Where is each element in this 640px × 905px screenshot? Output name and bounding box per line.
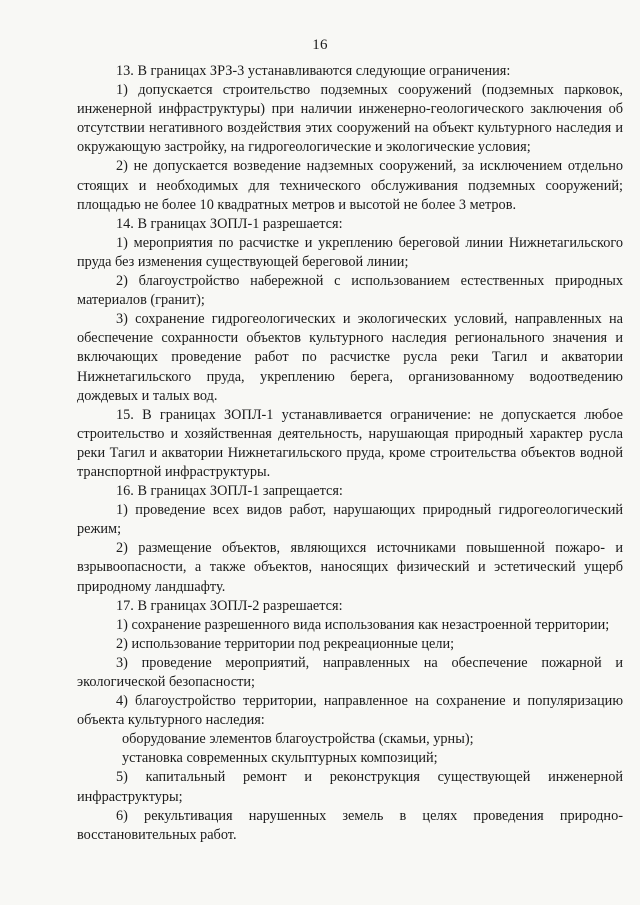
paragraph-13-item-2: 2) не допускается возведение надземных сооружений, за исключением отдельно стоящих и необходимых для технического обслуживания подземных сооружений; площадью не более 10 квадратных метров и высотой не более 3 метров.: [77, 158, 623, 213]
paragraph-14-item-2: 2) благоустройство набережной с использованием естественных природных материалов (гранит);: [77, 273, 623, 309]
paragraph-17-heading: 17. В границах ЗОПЛ-2 разрешается:: [116, 597, 343, 614]
paragraph-14-item-3: 3) сохранение гидрогеологических и экологических условий, направленных на обеспечение сохранности объектов культурного наследия регионального значения и включающих проведение работ по расчистке русла реки Тагил и акватории Нижнетагильского пруда, укреплению берега, организованному водоотведению дождевых и талых вод.: [77, 311, 623, 404]
paragraph-14-heading: 14. В границах ЗОПЛ-1 разрешается:: [116, 215, 343, 232]
paragraph-17-item-4: 4) благоустройство территории, направленное на сохранение и популяризацию объекта культурного наследия:: [77, 693, 623, 729]
paragraph-17-item-2: 2) использование территории под рекреационные цели;: [116, 635, 455, 652]
paragraph-17-item-4-sub-1: оборудование элементов благоустройства (скамьи, урны);: [122, 731, 474, 748]
document-body: [77, 62, 623, 845]
paragraph-17-item-5: 5) капитальный ремонт и реконструкция существующей инженерной инфраструктуры;: [77, 769, 623, 805]
paragraph-13-item-1: 1) допускается строительство подземных сооружений (подземных парковок, инженерной инфраструктуры) при наличии инженерно-геологического заключения об отсутствии негативного воздействия этих сооружений на объект культурного наследия и окружающую застройку, на гидрогеологические и экологические условия;: [77, 82, 623, 156]
paragraph-17-item-4-sub-2: установка современных скульптурных композиций;: [122, 750, 438, 767]
paragraph-15: 15. В границах ЗОПЛ-1 устанавливается ограничение: не допускается любое строительство и хозяйственная деятельность, нарушающая природный характер русла реки Тагил и акватории Нижнетагильского пруда, кроме строительства объектов водной транспортной инфраструктуры.: [77, 406, 623, 480]
paragraph-17-item-3: 3) проведение мероприятий, направленных на обеспечение пожарной и экологической безопасности;: [77, 654, 623, 690]
paragraph-13-heading: 13. В границах ЗРЗ-3 устанавливаются следующие ограничения:: [116, 63, 511, 79]
paragraph-17-item-6: 6) рекультивация нарушенных земель в целях проведения природно-восстановительных работ.: [77, 807, 623, 843]
paragraph-16-item-2: 2) размещение объектов, являющихся источниками повышенной пожаро- и взрывоопасности, а также объектов, наносящих физический и эстетический ущерб природному ландшафту.: [77, 540, 623, 595]
paragraph-14-item-1: 1) мероприятия по расчистке и укреплению береговой линии Нижнетагильского пруда без изменения существующей береговой линии;: [77, 234, 623, 270]
paragraph-16-heading: 16. В границах ЗОПЛ-1 запрещается:: [116, 483, 343, 500]
paragraph-16-item-1: 1) проведение всех видов работ, нарушающих природный гидрогеологический режим;: [77, 502, 623, 538]
page-number: 16: [312, 37, 328, 53]
paragraph-17-item-1: 1) сохранение разрешенного вида использования как незастроенной территории;: [116, 616, 610, 633]
